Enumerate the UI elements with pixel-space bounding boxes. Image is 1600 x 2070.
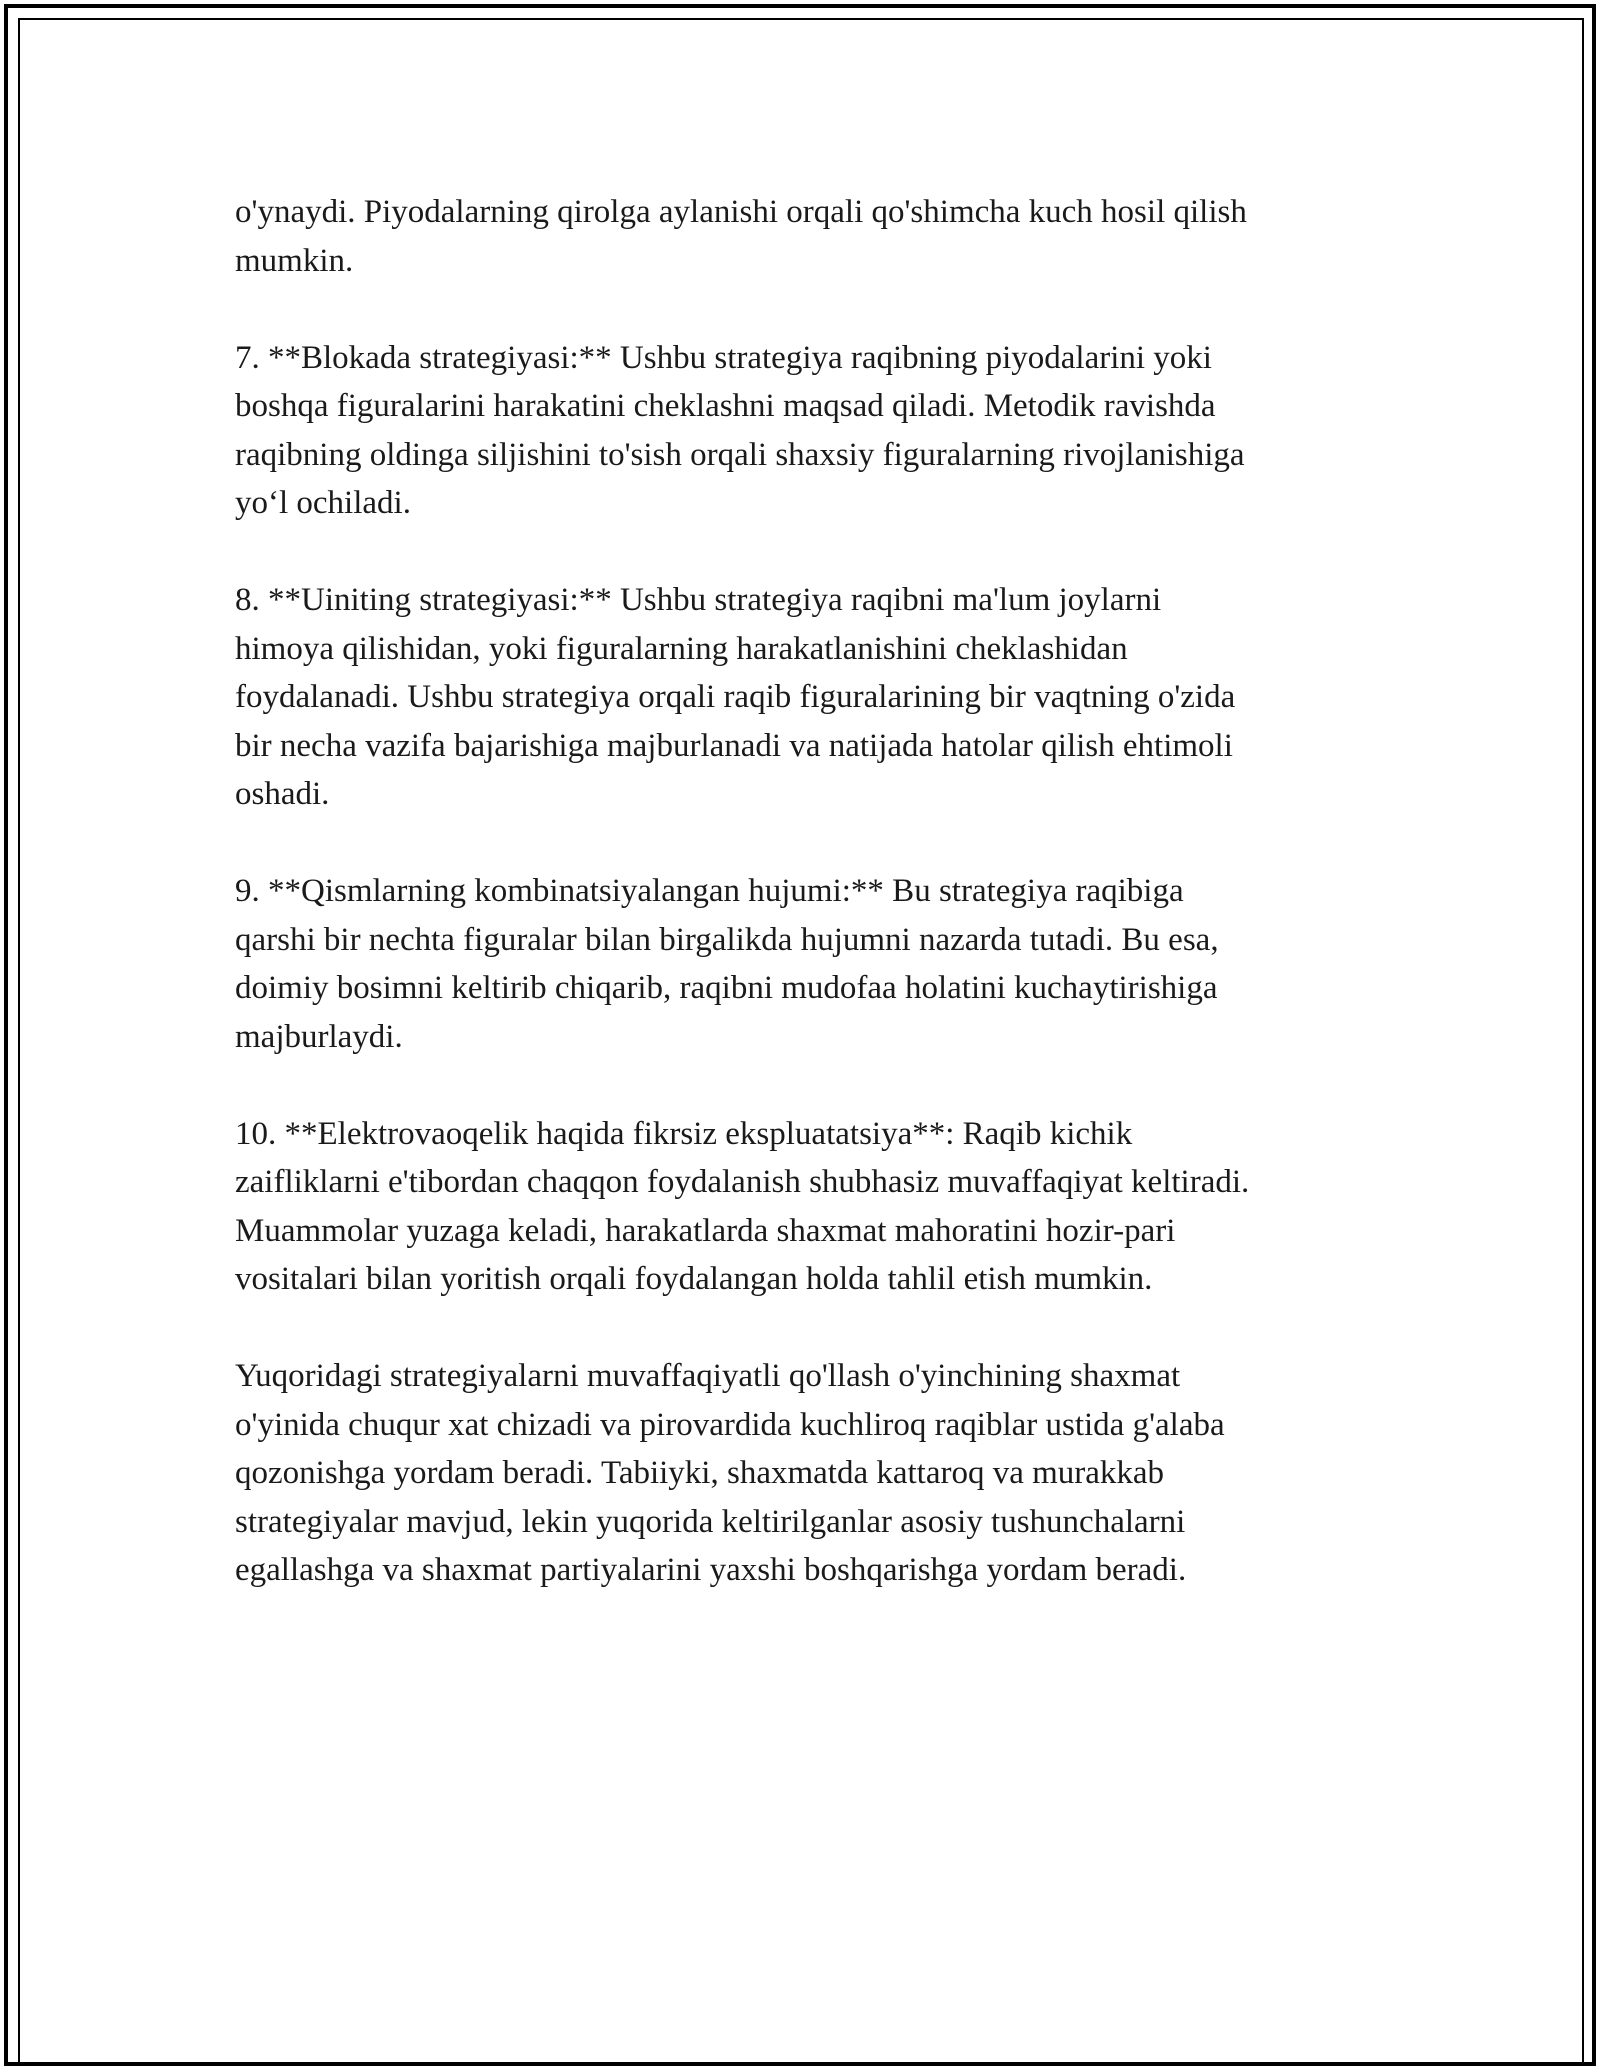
paragraph-promotion-continuation: o'ynaydi. Piyodalarning qirolga aylanishi orqali qo'shimcha kuch hosil qilish mumkin. bbox=[235, 194, 1247, 279]
paragraph-blockade-strategy: 7. **Blokada strategiyasi:** Ushbu strategiya raqibning piyodalarini yoki boshqa figuralarini harakatini cheklashni maqsad qiladi. Metodik ravishda raqibning oldinga siljishini to'sish orqali shaxsiy figuralarning rivojlanishiga yo‘l ochiladi. bbox=[235, 339, 1245, 521]
paragraph-uniting-strategy: 8. **Uiniting strategiyasi:** Ushbu strategiya raqibni ma'lum joylarni himoya qilishidan, yoki figuralarning harakatlanishini cheklashidan foydalanadi. Ushbu strategiya orqali raqib figuralarining bir vaqtning o'zida bir necha vazifa bajarishiga majburlanadi va natijada hatolar qilish ehtimoli oshadi. bbox=[235, 582, 1236, 812]
document-body bbox=[235, 188, 1370, 1643]
paragraph-combined-attack: 9. **Qismlarning kombinatsiyalangan hujumi:** Bu strategiya raqibiga qarshi bir nechta figuralar bilan birgalikda hujumni nazarda tutadi. Bu esa, doimiy bosimni keltirib chiqarib, raqibni mudofaa holatini kuchaytirishiga majburlaydi. bbox=[235, 873, 1219, 1055]
paragraph-conclusion: Yuqoridagi strategiyalarni muvaffaqiyatli qo'llash o'yinchining shaxmat o'yinida chuqur xat chizadi va pirovardida kuchliroq raqiblar ustida g'alaba qozonishga yordam beradi. Tabiiyki, shaxmatda kattaroq va murakkab strategiyalar mavjud, lekin yuqorida keltirilganlar asosiy tushunchalarni egallashga va shaxmat partiyalarini yaxshi boshqarishga yordam beradi. bbox=[235, 1358, 1225, 1588]
paragraph-exploitation: 10. **Elektrovaoqelik haqida fikrsiz ekspluatatsiya**: Raqib kichik zaifliklarni e'tibordan chaqqon foydalanish shubhasiz muvaffaqiyat keltiradi. Muammolar yuzaga keladi, harakatlarda shaxmat mahoratini hozir-pari vositalari bilan yoritish orqali foydalangan holda tahlil etish mumkin. bbox=[235, 1115, 1250, 1297]
